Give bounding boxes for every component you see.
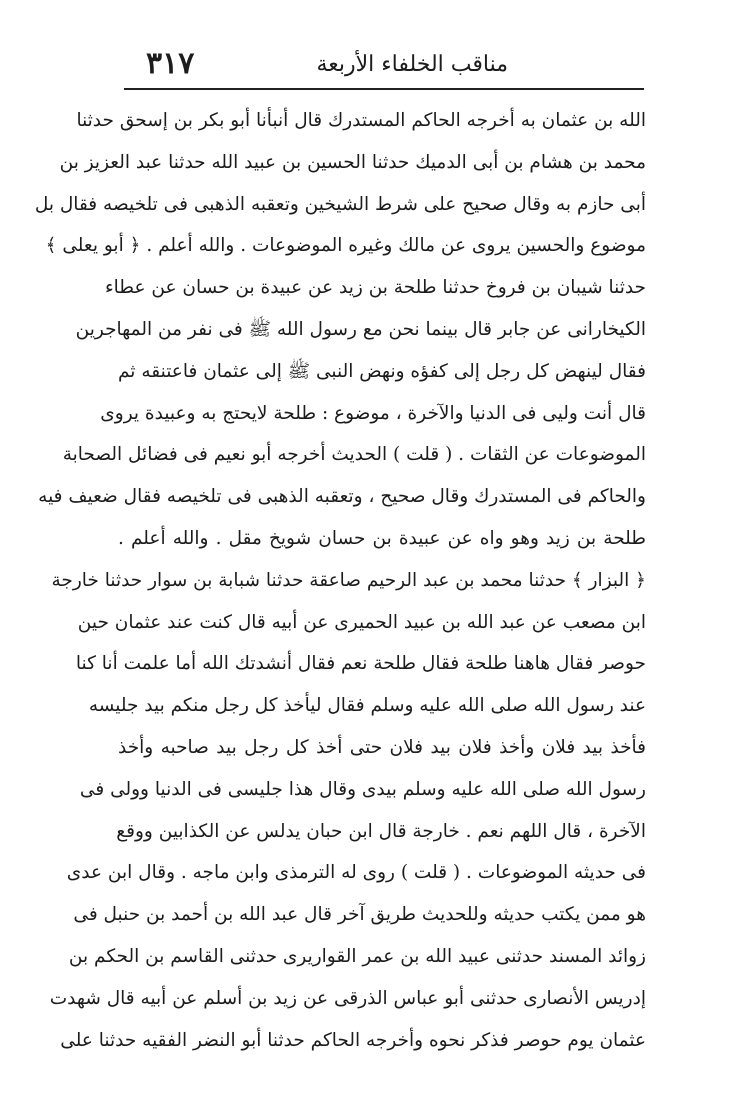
text-line: ابن مصعب عن عبد الله بن عبيد الحميرى عن أبيه قال كنت عند عثمان حين	[77, 611, 646, 633]
text-line: الله بن عثمان به أخرجه الحاكم المستدرك قال أنبأنا أبو بكر بن إسحق حدثنا	[76, 110, 646, 131]
text-line: فقال لينهض كل رجل إلى كفؤه ونهض النبى ﷺ إلى عثمان فاعتنقه ثم	[118, 360, 646, 382]
running-title: مناقب الخلفاء الأربعة	[316, 52, 508, 77]
text-line: محمد بن هشام بن أبى الدميك حدثنا الحسين بن عبيد الله حدثنا عبد العزيز بن	[59, 151, 646, 173]
text-line: حوصر فقال هاهنا طلحة فقال طلحة نعم فقال أنشدتك الله أما علمت أنا كنا	[75, 653, 646, 675]
text-line: زوائد المسند حدثنى عبيد الله بن عمر القواريرى حدثنى القاسم بن الحكم بن	[68, 945, 646, 967]
text-line: موضوع والحسين يروى عن مالك وغيره الموضوعات . والله أعلم . ﴿ أبو يعلى ﴾	[45, 235, 646, 257]
text-line: فأخذ بيد فلان وأخذ فلان بيد فلان حتى أخذ كل رجل بيد صاحبه وأخذ	[118, 736, 646, 758]
text-line: قال أنت وليى فى الدنيا والآخرة ، موضوع : طلحة لايحتج به وعبيدة يروى	[100, 402, 646, 424]
text-line: هو ممن يكتب حديثه وللحديث طريق آخر قال عبد الله بن أحمد بن حنبل فى	[73, 904, 646, 926]
text-line: أبى حازم به وقال صحيح على شرط الشيخين وتعقبه الذهبى فى تلخيصه فقال بل	[34, 193, 646, 215]
header-rule	[124, 88, 644, 90]
text-line: فى حديثه الموضوعات . ( قلت ) روى له الترمذى وابن ماجه . وقال ابن عدى	[66, 862, 646, 884]
text-line: عند رسول الله صلى الله عليه وسلم فقال ليأخذ كل رجل منكم بيد جليسه	[88, 695, 646, 717]
text-line: الموضوعات عن الثقات . ( قلت ) الحديث أخرجه أبو نعيم فى فضائل الصحابة	[62, 444, 646, 466]
text-line: عثمان يوم حوصر فذكر نحوه وأخرجه الحاكم حدثنا أبو النضر الفقيه حدثنا على	[60, 1029, 646, 1051]
text-line: إدريس الأنصارى حدثنى أبو عباس الذرقى عن زيد بن أسلم عن أبيه قال شهدت	[49, 987, 646, 1009]
text-line: الآخرة ، قال اللهم نعم . خارجة قال ابن حبان يدلس عن الكذابين ووقع	[116, 820, 646, 842]
body-text	[34, 100, 646, 1061]
text-line: والحاكم فى المستدرك وقال صحيح ، وتعقبه الذهبى فى تلخيصه فقال ضعيف فيه	[38, 486, 646, 508]
text-line: حدثنا شيبان بن فروخ حدثنا طلحة بن زيد عن عبيدة بن حسان عن عطاء	[104, 277, 646, 299]
page-number: ٣١٧	[146, 46, 195, 81]
text-line: الكيخارانى عن جابر قال بينما نحن مع رسول الله ﷺ فى نفر من المهاجرين	[75, 318, 646, 340]
text-line: رسول الله صلى الله عليه وسلم بيدى وقال هذا جليسى فى الدنيا وولى فى	[79, 778, 646, 800]
text-line: طلحة بن زيد وهو واه عن عبيدة بن حسان شويخ مقل . والله أعلم .	[118, 527, 646, 549]
page-header	[118, 38, 638, 84]
text-line: ﴿ البزار ﴾ حدثنا محمد بن عبد الرحيم صاعقة حدثنا شبابة بن سوار حدثنا خارجة	[51, 569, 646, 591]
